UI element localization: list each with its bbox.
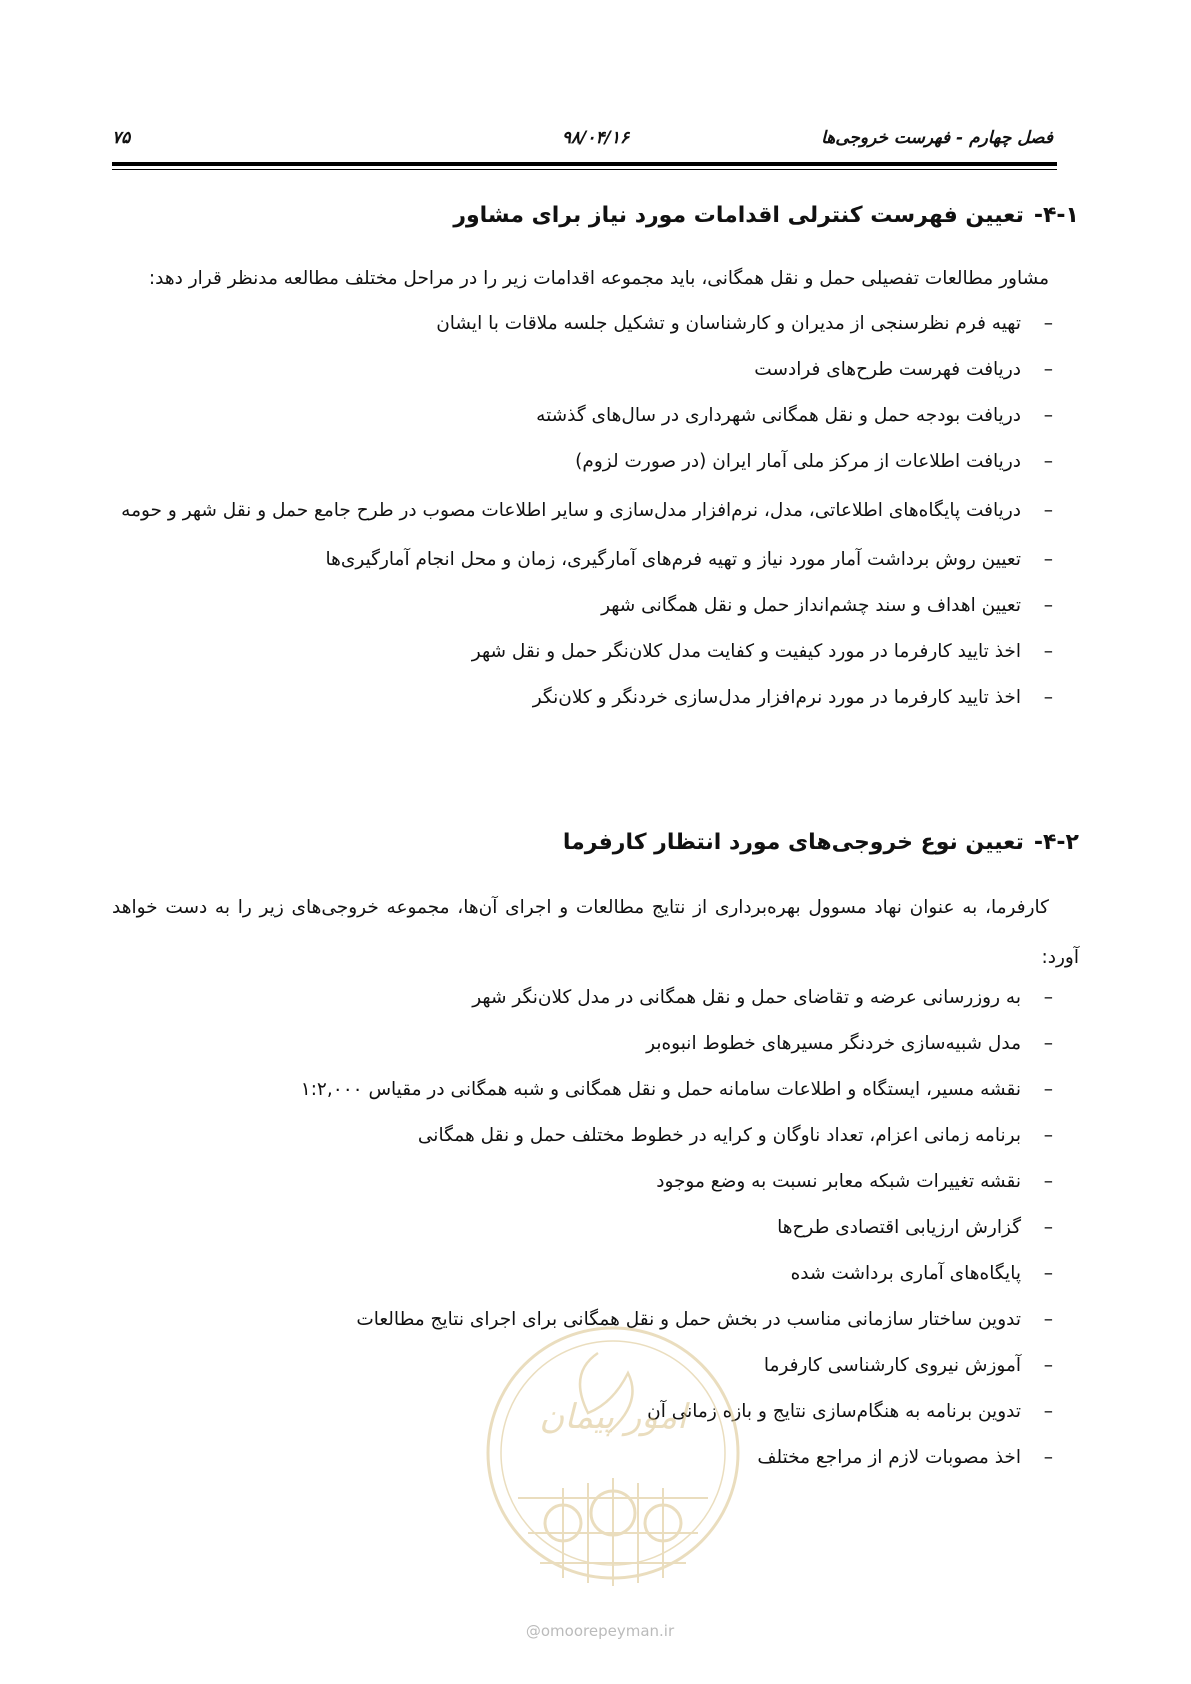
header-rule-thin bbox=[112, 169, 1057, 170]
section-heading-2 bbox=[563, 830, 1079, 855]
section-intro-2 bbox=[112, 883, 1079, 983]
bullet-dash-icon: – bbox=[1043, 313, 1053, 334]
bullet-dash-icon: – bbox=[1043, 1355, 1053, 1376]
section-number-2: ۴-۲- bbox=[1033, 830, 1079, 855]
list-item: – به روزرسانی عرضه و تقاضای حمل و نقل همگانی در مدل کلان‌نگر شهر bbox=[112, 975, 1053, 1021]
list-item: – گزارش ارزیابی اقتصادی طرح‌ها bbox=[112, 1205, 1053, 1251]
bullet-dash-icon: – bbox=[1043, 1401, 1053, 1422]
list-item: – پایگاه‌های آماری برداشت شده bbox=[112, 1251, 1053, 1297]
list-item: – تدوین برنامه به هنگام‌سازی نتایج و بازه زمانی آن bbox=[112, 1389, 1053, 1435]
bullet-dash-icon: – bbox=[1043, 1125, 1053, 1146]
bullet-dash-icon: – bbox=[1043, 987, 1053, 1008]
list-item: – دریافت فهرست طرح‌های فرادست bbox=[112, 347, 1053, 393]
bullet-dash-icon: – bbox=[1043, 687, 1053, 708]
section-intro-1 bbox=[112, 254, 1079, 304]
page-number: ۷۵ bbox=[112, 128, 131, 148]
document-date: ۹۸/۰۴/۱۶ bbox=[561, 128, 630, 148]
bullet-dash-icon: – bbox=[1043, 1033, 1053, 1054]
bullet-dash-icon: – bbox=[1043, 1217, 1053, 1238]
list-item: – دریافت پایگاه‌های اطلاعاتی، مدل، نرم‌افزار مدل‌سازی و سایر اطلاعات مصوب در طرح جامع حمل و نقل شهر و حومه bbox=[112, 485, 1053, 537]
bullet-dash-icon: – bbox=[1043, 451, 1053, 472]
list-item: – نقشه تغییرات شبکه معابر نسبت به وضع موجود bbox=[112, 1159, 1053, 1205]
bullet-dash-icon: – bbox=[1043, 1171, 1053, 1192]
chapter-title: فصل چهارم - فهرست خروجی‌ها bbox=[821, 128, 1053, 148]
bullet-dash-icon: – bbox=[1043, 500, 1053, 521]
list-item: – دریافت بودجه حمل و نقل همگانی شهرداری در سال‌های گذشته bbox=[112, 393, 1053, 439]
bullet-dash-icon: – bbox=[1043, 1263, 1053, 1284]
watermark-logo-text: امور پیمان bbox=[539, 1397, 687, 1437]
list-item: – نقشه مسیر، ایستگاه و اطلاعات سامانه حمل و نقل همگانی و شبه همگانی در مقیاس ۱:۲,۰۰۰ bbox=[112, 1067, 1053, 1113]
section-intro-1-text: مشاور مطالعات تفصیلی حمل و نقل همگانی، باید مجموعه اقدامات زیر را در مراحل مختلف مطالعه مدنظر قرار دهد: bbox=[148, 268, 1049, 289]
action-list bbox=[112, 301, 1053, 721]
list-item: – تهیه فرم نظرسنجی از مدیران و کارشناسان و تشکیل جلسه ملاقات با ایشان bbox=[112, 301, 1053, 347]
section-number-1: ۴-۱- bbox=[1033, 203, 1079, 228]
list-item: – اخذ تایید کارفرما در مورد نرم‌افزار مدل‌سازی خردنگر و کلان‌نگر bbox=[112, 675, 1053, 721]
bullet-dash-icon: – bbox=[1043, 359, 1053, 380]
bullet-dash-icon: – bbox=[1043, 549, 1053, 570]
bullet-dash-icon: – bbox=[1043, 641, 1053, 662]
bullet-dash-icon: – bbox=[1043, 405, 1053, 426]
section-intro-2-text: کارفرما، به عنوان نهاد مسوول بهره‌برداری از نتایج مطالعات و اجرای آن‌ها، مجموعه خروجی‌های زیر را به دست خواهد آورد: bbox=[112, 897, 1079, 968]
section-title-1: تعیین فهرست کنترلی اقدامات مورد نیاز برای مشاور bbox=[453, 203, 1024, 228]
bullet-dash-icon: – bbox=[1043, 1309, 1053, 1330]
list-item: – تدوین ساختار سازمانی مناسب در بخش حمل و نقل همگانی برای اجرای نتایج مطالعات bbox=[112, 1297, 1053, 1343]
header-rule-thick bbox=[112, 162, 1057, 166]
list-item: – تعیین اهداف و سند چشم‌انداز حمل و نقل همگانی شهر bbox=[112, 583, 1053, 629]
list-item: – دریافت اطلاعات از مرکز ملی آمار ایران (در صورت لزوم) bbox=[112, 439, 1053, 485]
watermark-logo bbox=[478, 1318, 748, 1648]
bullet-dash-icon: – bbox=[1043, 1447, 1053, 1468]
section-title-2: تعیین نوع خروجی‌های مورد انتظار کارفرما bbox=[562, 830, 1024, 855]
bullet-dash-icon: – bbox=[1043, 595, 1053, 616]
section-heading-1 bbox=[453, 203, 1079, 228]
list-item: – اخذ مصوبات لازم از مراجع مختلف bbox=[112, 1435, 1053, 1481]
bullet-dash-icon: – bbox=[1043, 1079, 1053, 1100]
list-item: – برنامه زمانی اعزام، تعداد ناوگان و کرایه در خطوط مختلف حمل و نقل همگانی bbox=[112, 1113, 1053, 1159]
watermark-url: @omoorepeyman.ir bbox=[525, 1622, 675, 1640]
list-item: – تعیین روش برداشت آمار مورد نیاز و تهیه فرم‌های آمارگیری، زمان و محل انجام آمارگیری‌ها bbox=[112, 537, 1053, 583]
list-item: – آموزش نیروی کارشناسی کارفرما bbox=[112, 1343, 1053, 1389]
list-item: – مدل شبیه‌سازی خردنگر مسیرهای خطوط انبوه‌بر bbox=[112, 1021, 1053, 1067]
list-item: – اخذ تایید کارفرما در مورد کیفیت و کفایت مدل کلان‌نگر حمل و نقل شهر bbox=[112, 629, 1053, 675]
